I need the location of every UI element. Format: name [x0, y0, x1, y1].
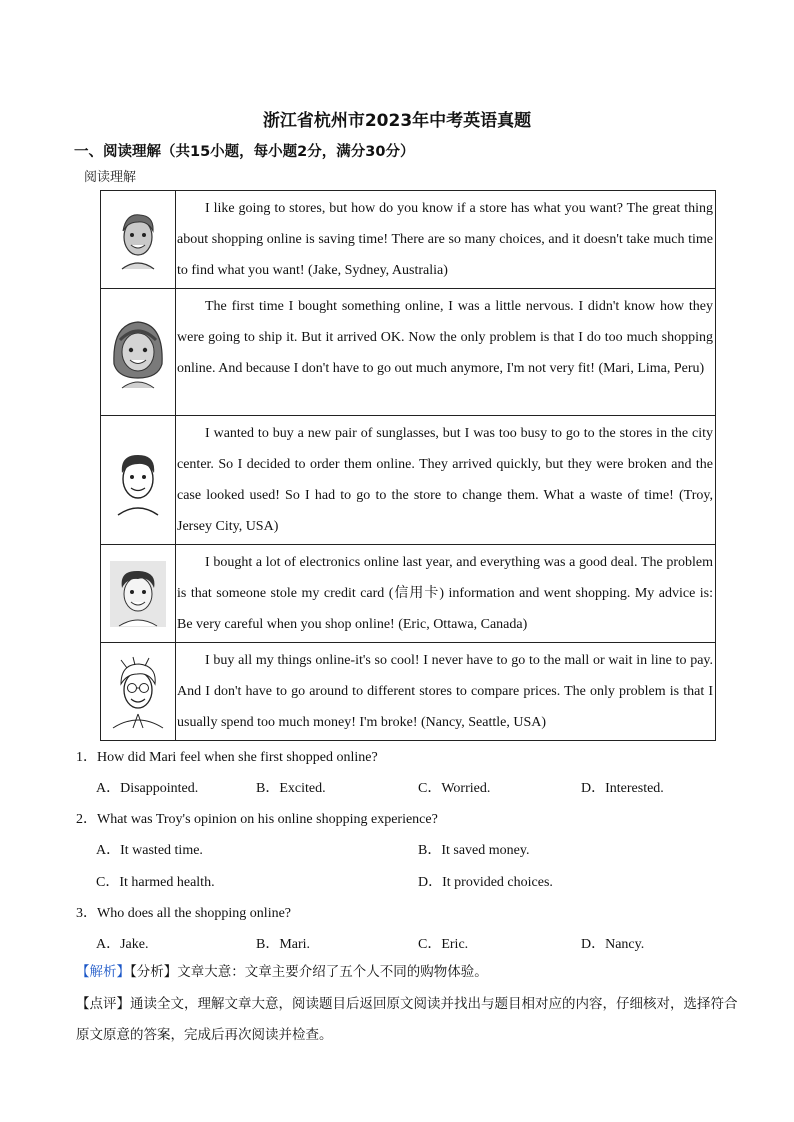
question-stem: 3．Who does all the shopping online? — [76, 906, 292, 921]
comment-block — [76, 989, 748, 1051]
passage-text: The first time I bought something online, I was a little nervous. I didn't know how they were going to ship it. But it arrived OK. Now the only problem is that I do too much shopping online. And because I don't have to go out much anymore, I'm not very fit! (Mari, Lima, Peru) — [176, 289, 716, 416]
analysis-line — [76, 957, 748, 988]
analysis-text: 【分析】文章大意：文章主要介绍了五个人不同的购物体验。 — [130, 964, 488, 980]
troy-portrait-icon — [110, 443, 166, 517]
question-stem: 1．How did Mari feel when she first shopped online? — [76, 750, 378, 765]
portrait-cell — [101, 643, 176, 741]
passage-text: I bought a lot of electronics online last year, and everything was a good deal. The problem is that someone stole my credit card (信用卡) information and went shopping. My advice is: Be very careful when you shop online! (Eric, Ottawa, Canada) — [176, 545, 716, 643]
passage-text: I wanted to buy a new pair of sunglasses, but I was too busy to go to the stores in the city center. So I decided to order them online. They arrived quickly, but they were broken and the case looked used! So I had to go to the store to change them. What a waste of time! (Troy, Jersey City, USA) — [176, 416, 716, 545]
eric-portrait-icon — [109, 560, 167, 628]
passage-text: I like going to stores, but how do you know if a store has what you want? The great thing about shopping online is saving time! There are so many choices, and it doesn't take much time to find what you want! (Jake, Sydney, Australia) — [176, 191, 716, 289]
option-a[interactable]: A．Jake. — [96, 937, 149, 952]
passage-row-mari — [101, 289, 716, 416]
comment-text: 通读全文，理解文章大意，阅读题目后返回原文阅读并找出与题目相对应的内容，仔细核对，选择符合原文原意的答案，完成后再次阅读并检查。 — [76, 996, 738, 1043]
section-heading: 一、阅读理解（共15小题，每小题2分，满分30分） — [74, 144, 415, 160]
option-d[interactable]: D．Nancy. — [581, 937, 645, 952]
passage-row-nancy — [101, 643, 716, 741]
passage-row-eric — [101, 545, 716, 643]
option-a[interactable]: A．Disappointed. — [96, 781, 199, 796]
section-sublabel: 阅读理解 — [84, 170, 137, 185]
mari-portrait-icon — [108, 314, 168, 390]
nancy-portrait-icon — [107, 654, 169, 730]
passage-row-jake — [101, 191, 716, 289]
portrait-cell — [101, 416, 176, 545]
comment-tag: 【点评】 — [76, 996, 130, 1012]
option-b[interactable]: B．Mari. — [256, 937, 311, 952]
question-stem: 2．What was Troy's opinion on his online shopping experience? — [76, 812, 438, 827]
option-b[interactable]: B．It saved money. — [418, 843, 530, 858]
option-b[interactable]: B．Excited. — [256, 781, 326, 796]
portrait-cell — [101, 191, 176, 289]
analysis-tag: 【解析】 — [76, 964, 130, 980]
page-title: 浙江省杭州市2023年中考英语真题 — [262, 111, 532, 131]
option-a[interactable]: A．It wasted time. — [96, 843, 203, 858]
passage-text: I buy all my things online-it's so cool! I never have to go to the mall or wait in line to pay. And I don't have to go around to different stores to compare prices. The only problem is that I usually spend too much money! I'm broke! (Nancy, Seattle, USA) — [176, 643, 716, 741]
option-d[interactable]: D．It provided choices. — [418, 875, 553, 890]
passage-table — [100, 190, 716, 741]
option-d[interactable]: D．Interested. — [581, 781, 664, 796]
option-c[interactable]: C．Worried. — [418, 781, 491, 796]
portrait-cell — [101, 289, 176, 416]
jake-portrait-icon — [114, 207, 162, 273]
option-c[interactable]: C．Eric. — [418, 937, 469, 952]
portrait-cell — [101, 545, 176, 643]
passage-row-troy — [101, 416, 716, 545]
option-c[interactable]: C．It harmed health. — [96, 875, 215, 890]
